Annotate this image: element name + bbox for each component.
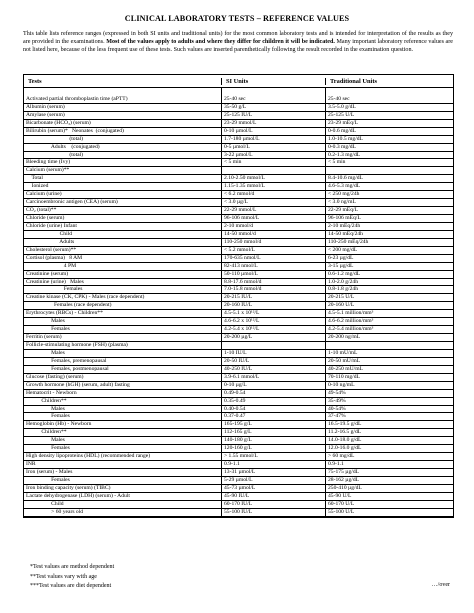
cell-test: Creatinine (serum) [24, 271, 222, 278]
table-header [24, 75, 453, 88]
reference-values-table [23, 74, 454, 518]
table-row [24, 159, 453, 167]
cell-si-units: 82-413 nmol/L [222, 263, 326, 270]
table-row [24, 477, 453, 485]
table-row [24, 207, 453, 215]
cell-test: > 60 years old [24, 509, 222, 516]
cell-traditional-units: 250-410 µg/dL [328, 484, 362, 491]
cell-si-units: 35-50 g/L [222, 104, 326, 111]
cell-traditional-units: 0.6-1.2 mg/dL [328, 270, 361, 277]
cell-si-units: < 6.2 mmol/d [222, 191, 326, 198]
cell-traditional-units: 14.0-18.0 g/dL [328, 437, 362, 444]
cell-traditional-units: 22-29 mEq/L [328, 207, 358, 214]
table-row [24, 183, 453, 191]
table-row [24, 120, 453, 128]
cell-traditional-units: 4.2-5.4 million/mm³ [328, 326, 374, 333]
cell-test: Children** [24, 398, 222, 405]
cell-test: (total) [24, 152, 222, 159]
cell-traditional-units: 16.5-19.5 g/dL [328, 421, 362, 428]
cell-si-units: 1.15-1.35 mmol/L [222, 183, 326, 190]
cell-si-units: 0.35-0.49 [222, 398, 326, 405]
cell-si-units: 2-10 mmol/d [222, 223, 326, 230]
cell-si-units: 20-200 µg/L [222, 334, 326, 341]
cell-si-units: 40-250 IU/L [222, 366, 326, 373]
cell-test: Amylase (serum) [24, 112, 222, 119]
cell-si-units: > 1.55 mmol/L [222, 453, 326, 460]
cell-test: Chloride (urine) Infant [24, 223, 222, 230]
cell-traditional-units: > 60 mg/dL [328, 453, 355, 460]
cell-si-units: 22-29 mmol/L [222, 207, 326, 214]
table-row [24, 199, 453, 207]
cell-test: 4 PM [24, 263, 222, 270]
cell-traditional-units: 4.6-6.2 million/mm³ [328, 318, 374, 325]
cell-traditional-units: 1.0-2.0 g/24h [328, 278, 358, 285]
table-row [24, 152, 453, 160]
cell-si-units [222, 167, 326, 174]
cell-traditional-units: 49-54% [328, 389, 346, 396]
cell-si-units: 20-215 IU/L [222, 294, 326, 301]
cell-si-units: 0-10 µg/L [222, 382, 326, 389]
cell-si-units: 7.0-15.8 mmol/d [222, 286, 326, 293]
table-row [24, 112, 453, 120]
table-row [24, 104, 453, 112]
table-row [24, 175, 453, 183]
cell-test: Hematocrit - Newborn [24, 390, 222, 397]
cell-si-units: 14-50 mmol/d [222, 231, 326, 238]
cell-traditional-units: 4.6-5.3 mg/dL [328, 183, 361, 190]
cell-test: Females, premenopausal [24, 358, 222, 365]
cell-traditional-units: 25-40 sec [328, 95, 350, 102]
table-row [24, 326, 453, 334]
table-row [24, 382, 453, 390]
cell-si-units: 120-160 g/L [222, 445, 326, 452]
cell-traditional-units: 96-106 mEq/L [328, 215, 361, 221]
cell-si-units: 23-29 mmol/L [222, 120, 326, 127]
intro-bold-text: Most of the values apply to adults and where they differ for children it will be indicated. [106, 39, 335, 46]
cell-si-units: 2.10-2.50 mmol/L [222, 175, 326, 182]
cell-traditional-units: 20-50 mU/mL [328, 357, 361, 364]
cell-traditional-units: 70-110 mg/dL [328, 373, 360, 380]
table-row [24, 374, 453, 382]
cell-test: Growth hormone (hGH) (serum, adult) fasting [24, 382, 222, 389]
table-row [24, 398, 453, 406]
cell-si-units: 110-250 mmol/d [222, 239, 326, 246]
table-row [24, 461, 453, 469]
cell-test: Carcinoembronic antigen (CEA) (serum) [24, 199, 222, 206]
table-row [24, 437, 453, 445]
cell-traditional-units: 40-250 mU/mL [328, 365, 363, 372]
cell-si-units: 170-635 nmol/L [222, 255, 326, 262]
cell-test: High density lipoproteins (HDL) (recommended range) [24, 453, 222, 460]
cell-test: Males [24, 350, 222, 357]
cell-traditional-units: 0.9-1.1 [328, 461, 344, 468]
cell-si-units: 25-125 IU/L [222, 112, 326, 119]
cell-test: Bleeding time (Ivy) [24, 159, 222, 166]
cell-test: Child [24, 501, 222, 508]
cell-si-units: 60-170 IU/L [222, 501, 326, 508]
cell-si-units: 0.9-1.1 [222, 461, 326, 468]
cell-test: Females [24, 477, 222, 484]
cell-traditional-units: 55-100 U/L [328, 508, 355, 515]
page-title: CLINICAL LABORATORY TESTS – REFERENCE VALUES [124, 14, 350, 23]
cell-test: Males [24, 406, 222, 413]
cell-test: (total) [24, 136, 222, 143]
cell-traditional-units: 20-200 ng/mL [328, 334, 361, 341]
table-row [24, 469, 453, 477]
table-row [24, 88, 453, 96]
table-row [24, 501, 453, 509]
cell-traditional-units: 28-162 µg/dL [328, 476, 360, 483]
table-row [24, 302, 453, 310]
cell-test: Children** [24, 429, 222, 436]
cell-test: Males [24, 318, 222, 325]
cell-test: Chloride (serum) [24, 215, 222, 222]
cell-traditional-units: 45-90 U/L [328, 492, 352, 499]
cell-traditional-units: < 3.0 ng/mL [328, 199, 356, 206]
footnote: ***Test values are diet dependent [30, 583, 112, 590]
cell-traditional-units: 75-175 µg/dL [328, 469, 360, 475]
table-row [24, 286, 453, 294]
table-row [24, 421, 453, 429]
cell-si-units: 0-5 µmol/L [222, 144, 326, 151]
cell-test: Calcium (urine) [24, 191, 222, 198]
cell-test [24, 88, 222, 96]
cell-si-units: < 3.0 µg/L [222, 199, 326, 206]
cell-test: INR [24, 461, 222, 468]
cell-si-units: 3.9-6.1 mmol/L [222, 374, 326, 381]
footnote: *Test values are method dependent [30, 564, 115, 570]
cell-si-units: 0-10 µmol/L [222, 128, 326, 135]
cell-traditional-units: 4.5-5.1 million/mm³ [328, 310, 374, 317]
cell-si-units: < 5 min [222, 159, 326, 166]
table-row [24, 215, 453, 223]
cell-traditional-units: 14-50 mEq/24h [328, 230, 363, 237]
cell-si-units: 45-90 IU/L [222, 493, 326, 500]
cell-traditional-units: 110-250 mEq/24h [328, 238, 369, 245]
cell-traditional-units: 8.4-10.6 mg/dL [328, 175, 363, 182]
cell-test: Females [24, 413, 222, 420]
table-row [24, 255, 453, 263]
cell-si-units: 20-50 IU/L [222, 358, 326, 365]
cell-si-units: 5-29 µmol/L [222, 477, 326, 484]
header-si-units: SI Units [222, 78, 326, 85]
table-row [24, 96, 453, 104]
cell-si-units: 45-73 µmol/L [222, 485, 326, 492]
cell-traditional-units: 0.2-1.3 mg/dL [328, 151, 361, 158]
cell-si-units: 96-106 mmol/L [222, 215, 326, 222]
cell-traditional-units: 23-29 mEq/L [328, 119, 358, 126]
table-row [24, 310, 453, 318]
cell-test: Males [24, 437, 222, 444]
table-row [24, 144, 453, 152]
table-row [24, 366, 453, 374]
cell-test: Adults (conjugated) [24, 144, 222, 151]
cell-traditional-units: 0-0.6 mg/dL [328, 127, 356, 134]
cell-test: CO₂ (total)** [24, 207, 222, 214]
cell-test: Females [24, 445, 222, 452]
table-row [24, 271, 453, 279]
table-row [24, 223, 453, 231]
cell-test: Glucose (fasting) (serum) [24, 374, 222, 381]
cell-si-units: 4.6-6.2 x 10¹²/L [222, 318, 326, 325]
cell-test: Females (race dependent) [24, 302, 222, 309]
cell-traditional-units [326, 88, 453, 96]
cell-traditional-units: 2-10 mEq/24h [328, 222, 361, 229]
cell-test: Bilirubin (serum)* Neonates (conjugated) [24, 128, 222, 135]
cell-traditional-units: 37-47% [328, 413, 346, 420]
cell-test: Calcium (serum)** [24, 167, 222, 174]
cell-traditional-units: 20-215 U/L [328, 294, 355, 301]
cell-traditional-units: 25-125 U/L [328, 111, 355, 118]
cell-si-units: 1.7-180 µmol/L [222, 136, 326, 143]
table-body [24, 88, 453, 517]
table-row [24, 247, 453, 255]
cell-si-units: 3-22 µmol/L [222, 152, 326, 159]
table-row [24, 485, 453, 493]
header-tests: Tests [24, 78, 222, 85]
cell-test: Follicle-stimulating hormone (FSH) (plasma) [24, 342, 222, 349]
table-row [24, 445, 453, 453]
table-row [24, 167, 453, 175]
table-row [24, 406, 453, 414]
cell-traditional-units: 12.0-16.0 g/dL [328, 445, 362, 452]
cell-test: Creatinine (urine) Males [24, 279, 222, 286]
cell-traditional-units: 3-15 µg/dL [328, 262, 354, 269]
table-row [24, 191, 453, 199]
cell-traditional-units: 35-49% [328, 397, 346, 404]
header-traditional-units: Traditional Units [330, 77, 377, 85]
table-row [24, 390, 453, 398]
cell-si-units: 0.49-0.54 [222, 390, 326, 397]
footnotes [30, 563, 114, 592]
table-row [24, 294, 453, 302]
table-row [24, 318, 453, 326]
cell-test: Albumin (serum) [24, 104, 222, 111]
cell-traditional-units: 1-10 mU/mL [328, 349, 358, 356]
cell-traditional-units: 0-0.3 mg/dL [328, 143, 356, 150]
cell-traditional-units: 11.2-16.5 g/dL [328, 429, 362, 436]
cell-si-units [222, 88, 326, 96]
cell-test: Iron binding capacity (serum) (TIBC) [24, 485, 222, 492]
table-row [24, 413, 453, 421]
cell-test: Erythrocytes (RBCs) - Children** [24, 310, 222, 317]
cell-test: Females [24, 326, 222, 333]
cell-test: Ionized [24, 183, 222, 190]
cell-test: Creatine kinase (CK, CPK) - Males (race dependent) [24, 294, 222, 301]
cell-traditional-units [326, 342, 453, 349]
cell-si-units: 20-160 IU/L [222, 302, 326, 309]
cell-si-units: 50-110 µmol/L [222, 271, 326, 278]
cell-test: Child [24, 231, 222, 238]
table-row [24, 509, 453, 517]
cell-traditional-units: 0.8-1.8 g/24h [328, 286, 358, 293]
table-row [24, 493, 453, 501]
cell-traditional-units: < 200 mg/dL [328, 246, 358, 253]
cell-test: Cholesterol (serum)** [24, 247, 222, 254]
cell-test: Activated partial thromboplastin time (aPTT) [24, 96, 222, 103]
cell-traditional-units [326, 167, 453, 174]
cell-traditional-units: 3.5-5.0 g/dL [328, 103, 356, 110]
cell-si-units: 140-180 g/L [222, 437, 326, 444]
table-row [24, 358, 453, 366]
cell-si-units: 55-100 IU/L [222, 509, 326, 516]
table-row [24, 136, 453, 144]
cell-test: Cortisol (plasma) 8 AM [24, 255, 222, 262]
cell-traditional-units: 40-54% [328, 405, 346, 412]
cell-si-units: 1-10 IU/L [222, 350, 326, 357]
intro-text-2: Many important laboratory reference values are not listed here, because of the less frequent use of these tests. Such values are inserted parenthetically following the result recorded in the examination question. [23, 39, 453, 54]
table-row [24, 342, 453, 350]
table-row [24, 128, 453, 136]
cell-si-units: 25-40 sec [222, 96, 326, 103]
cell-test: Hemoglobin (Hb) - Newborn [24, 421, 222, 428]
cell-traditional-units: 60-170 U/L [328, 500, 355, 507]
cell-traditional-units: 0-10 ng/mL [328, 381, 355, 388]
cell-si-units: 8.8-17.6 mmol/d [222, 279, 326, 286]
cell-si-units: 165-195 g/L [222, 421, 326, 428]
cell-test: Females [24, 286, 222, 293]
continued-marker: …/over [431, 582, 450, 588]
cell-test: Bicarbonate (HCO₃) (serum) [24, 120, 222, 127]
cell-traditional-units: < 5 min [328, 159, 346, 166]
cell-test: Adults [24, 239, 222, 246]
table-row [24, 263, 453, 271]
cell-traditional-units: 6-23 µg/dL [328, 254, 354, 261]
table-row [24, 350, 453, 358]
cell-si-units: 13-31 µmol/L [222, 469, 326, 476]
intro-text-1: This table lists reference ranges (expressed in both SI units and traditional units) for the most common laboratory tests and is intended for interpretation of the results as they are provided in the examinations. [23, 31, 453, 46]
table-row [24, 429, 453, 437]
cell-si-units: 0.37-0.47 [222, 413, 326, 420]
cell-si-units: < 5.2 mmol/L [222, 247, 326, 254]
cell-si-units: 4.2-5.4 x 10¹²/L [222, 326, 326, 333]
cell-si-units: 4.5-5.1 x 10¹²/L [222, 310, 326, 317]
cell-test: Total [24, 175, 222, 182]
table-row [24, 239, 453, 247]
cell-test: Lactate dehydrogenase (LDH) (serum) - Adult [24, 493, 222, 500]
cell-traditional-units: 1.0-10.5 mg/dL [328, 135, 363, 142]
cell-si-units [222, 342, 326, 349]
cell-traditional-units: < 250 mg/24h [328, 191, 360, 198]
table-row [24, 279, 453, 287]
cell-si-units: 112-165 g/L [222, 429, 326, 436]
cell-test: Ferritin (serum) [24, 334, 222, 341]
cell-test: Iron (serum) - Males [24, 469, 222, 476]
table-row [24, 334, 453, 342]
cell-si-units: 0.40-0.54 [222, 406, 326, 413]
table-row [24, 231, 453, 239]
table-row [24, 453, 453, 461]
cell-test: Females, postmenopausal [24, 366, 222, 373]
intro-paragraph [23, 30, 453, 55]
footnote: **Test values vary with age [30, 573, 97, 580]
cell-traditional-units: 20-160 U/L [328, 302, 355, 309]
